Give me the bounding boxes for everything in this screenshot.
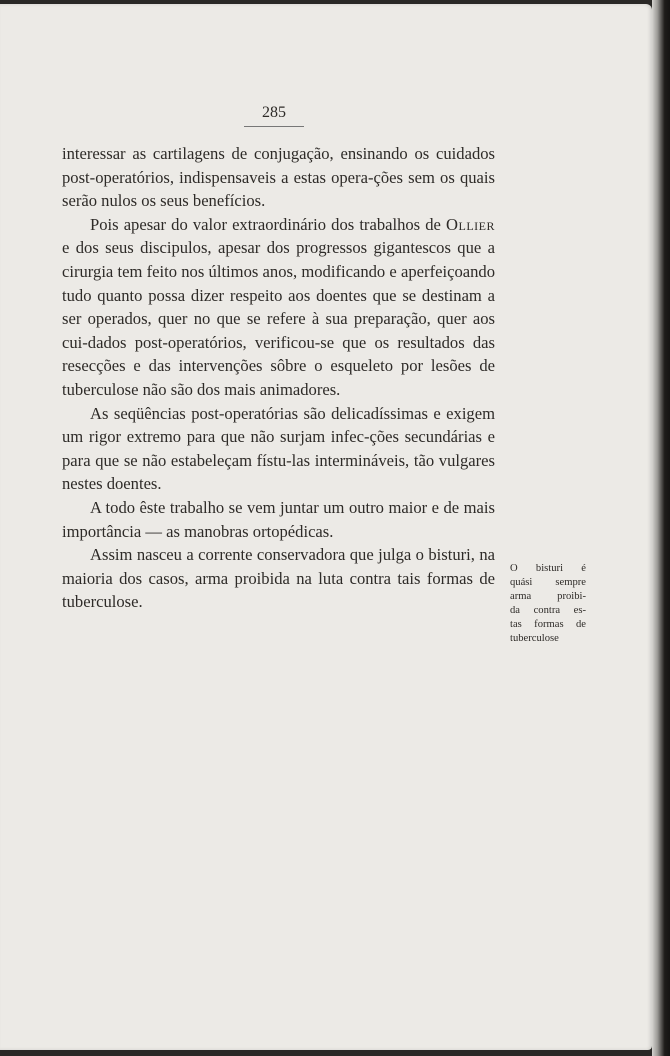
margin-note-line: tas formas de <box>510 618 586 630</box>
paragraph-3: As seqüências post-operatórias são delicadíssimas e exigem um rigor extremo para que não surjam infec-ções secundárias e para que se não estabeleçam fístu-las intermináveis, tão vulgares nestes doentes. <box>62 403 495 494</box>
author-name-ollier: Ollier <box>446 214 495 234</box>
paragraph-4: A todo êste trabalho se vem juntar um outro maior e de mais importância — as manobras ortopédicas. <box>62 497 495 541</box>
page-edge <box>652 0 670 1056</box>
page-number-rule <box>244 126 304 127</box>
paragraph-2-text: e dos seus discipulos, apesar dos progressos gigantescos que a cirurgia tem feito nos últimos anos, modificando e aperfeiçoando tudo quanto possa dizer respeito aos doentes que se destinam a ser operados, quer no que se refere à sua preparação, quer aos cui-dados post-operatórios, verificou-se que os resultados das resecções e das intervenções sôbre o esqueleto por lesões de tuberculose não são dos mais animadores. <box>62 238 495 399</box>
page-number: 285 <box>262 104 286 121</box>
margin-note-line: arma proibi- <box>510 590 586 602</box>
margin-note-line: O bisturi é <box>510 563 586 574</box>
main-text <box>62 142 495 614</box>
paragraph-2-lead: Pois apesar do valor extraordinário dos trabalhos de <box>90 214 447 234</box>
margin-note <box>510 562 586 645</box>
paragraph-1: interessar as cartilagens de conjugação, ensinando os cuidados post-operatórios, indispensaveis a estas opera-ções sem os quais serão nulos os seus benefícios. <box>62 144 495 211</box>
margin-note-line: da contra es- <box>510 604 586 616</box>
margin-note-line: quási sempre <box>510 576 586 588</box>
margin-note-line: tuberculose <box>510 632 559 644</box>
paragraph-5: Assim nasceu a corrente conservadora que julga o bisturi, na maioria dos casos, arma proibida na luta contra tais formas de tuberculose. <box>62 545 495 612</box>
paragraph-2 <box>62 213 495 402</box>
